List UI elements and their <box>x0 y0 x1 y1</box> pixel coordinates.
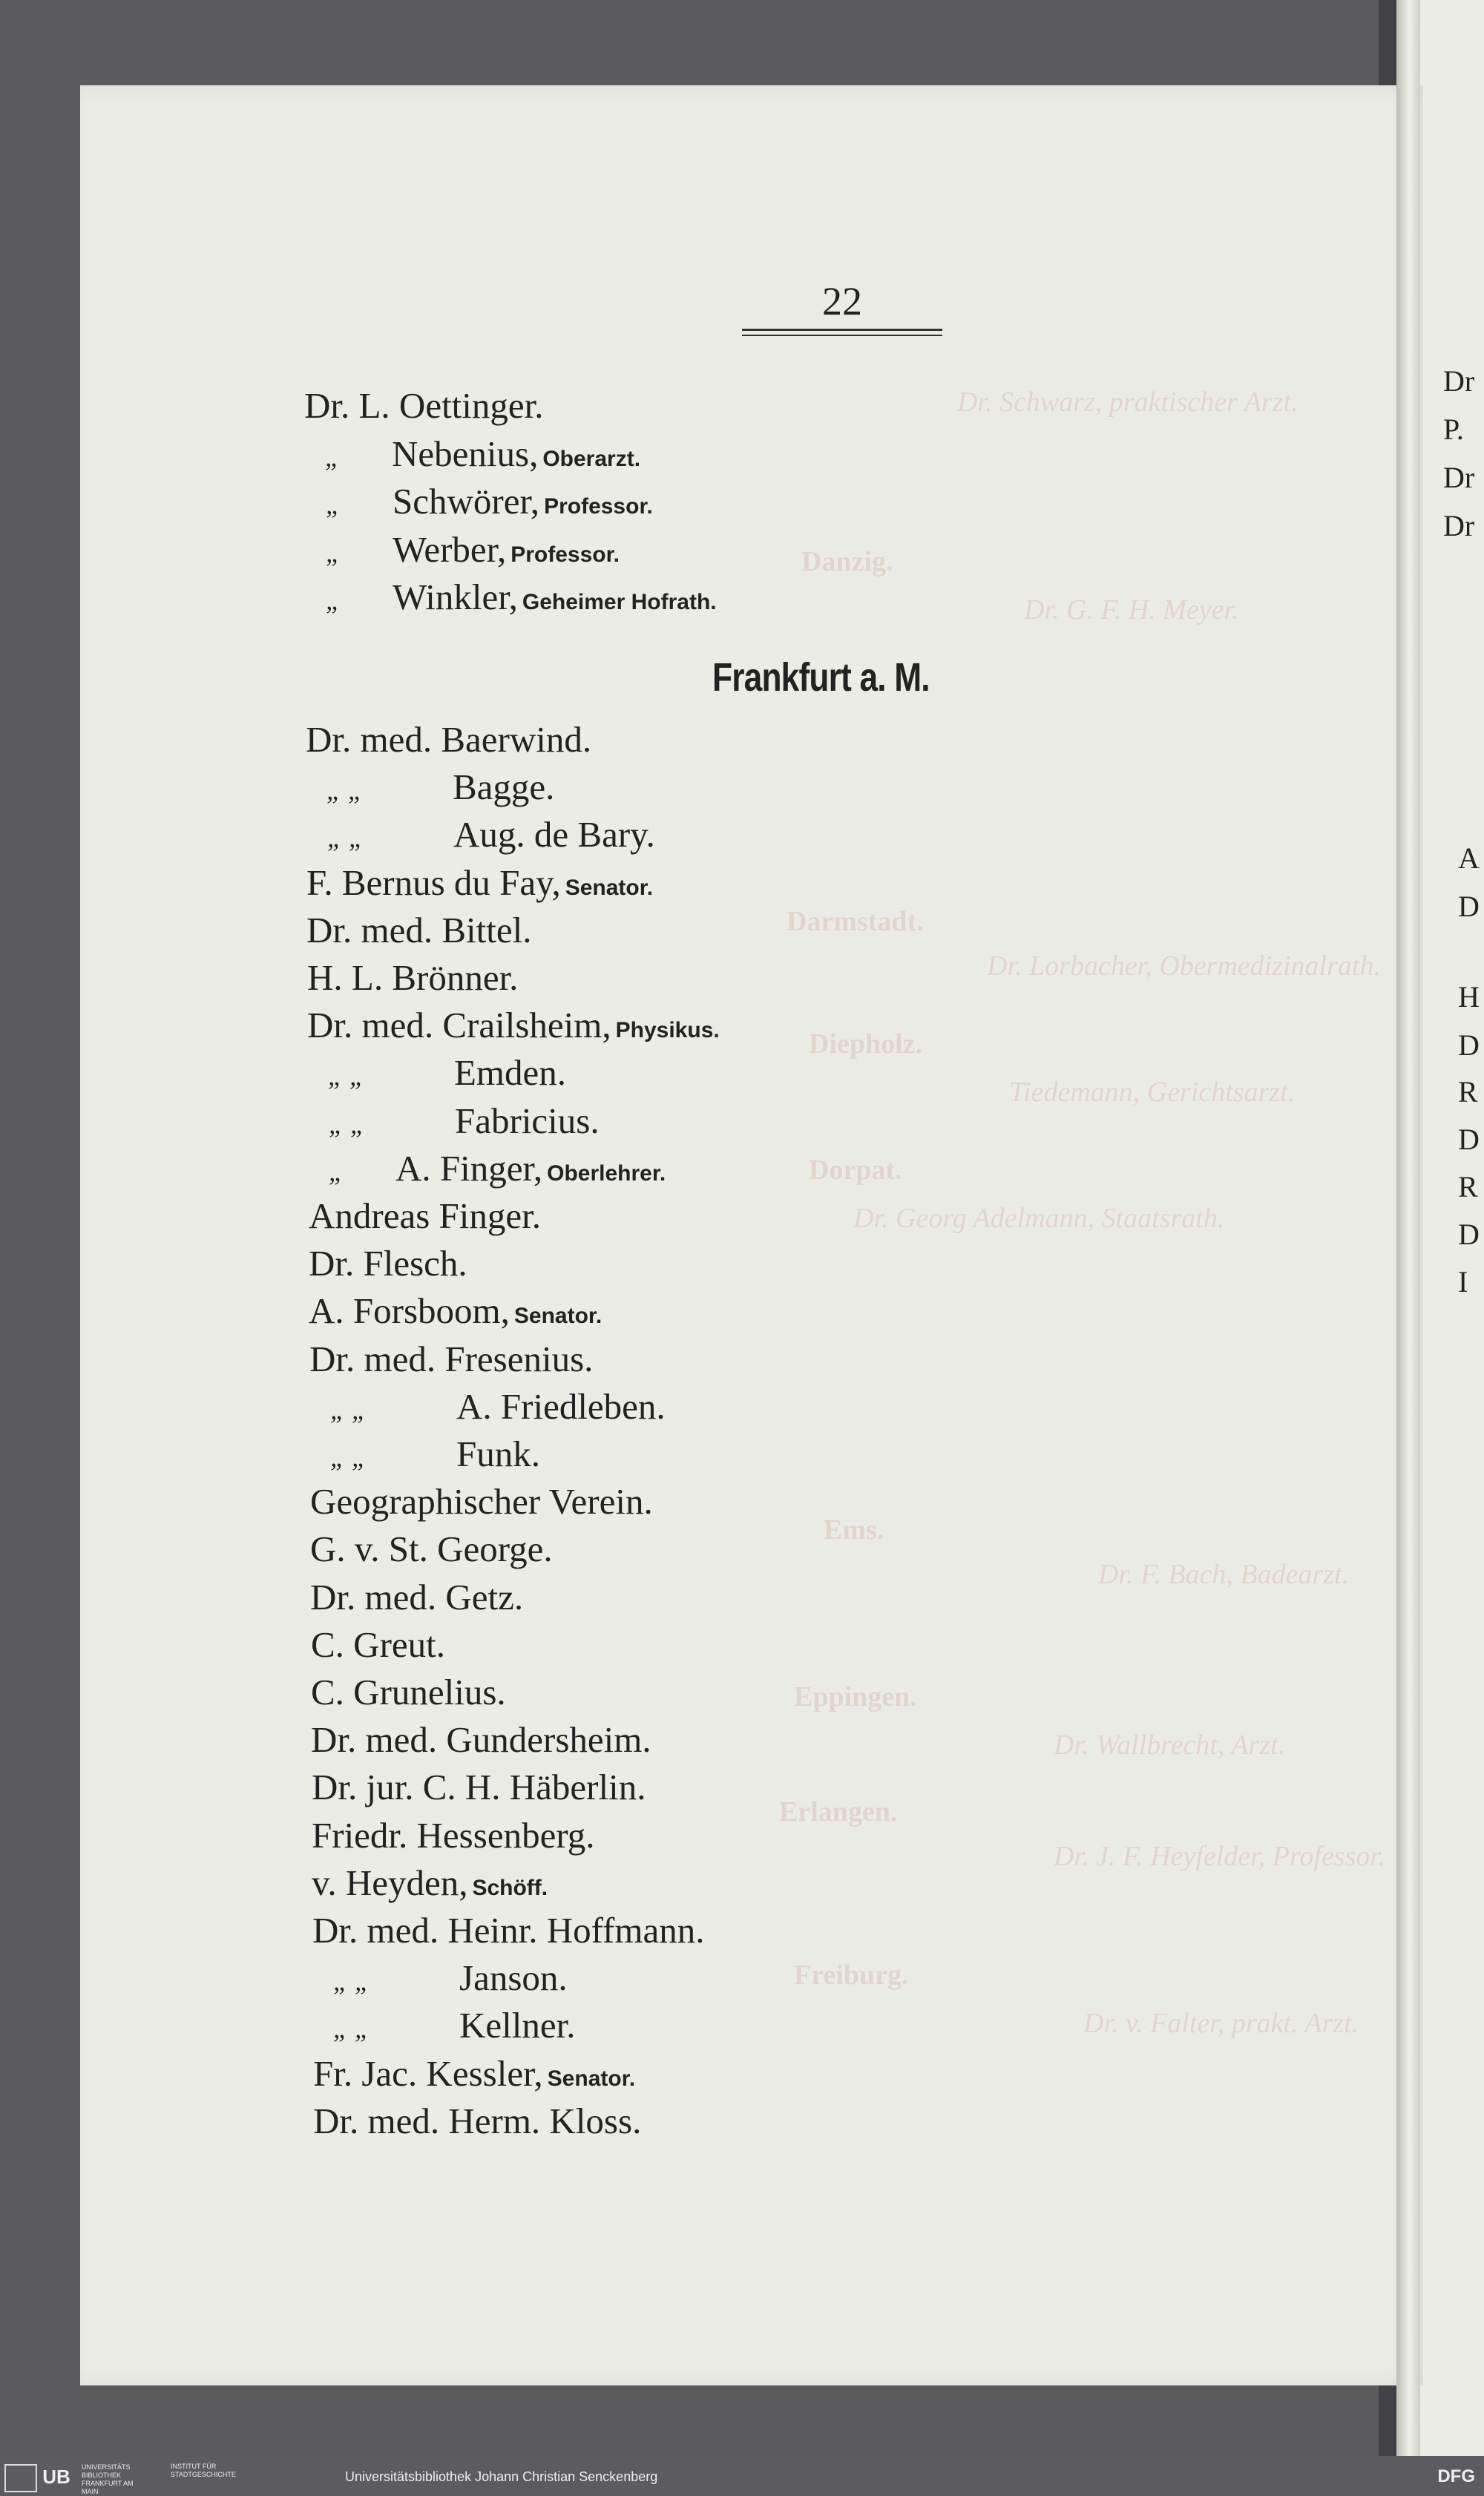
entry-title: Professor. <box>544 494 653 519</box>
facing-page-letter: H <box>1458 980 1480 1014</box>
entry-name: Dr. med. Bittel. <box>306 909 532 950</box>
list-item <box>311 1674 506 1710</box>
entry-title: Geheimer Hofrath. <box>522 590 717 614</box>
facing-page-letter: D <box>1458 890 1480 923</box>
list-item <box>333 2005 576 2046</box>
list-item <box>309 1338 594 1379</box>
page-number-rule <box>742 329 942 331</box>
list-item <box>309 1195 541 1236</box>
bleed-heading: Erlangen. <box>779 1796 898 1827</box>
entry-title: Senator. <box>513 1304 603 1329</box>
list-item <box>330 1433 541 1474</box>
page-number-rule-double <box>742 335 942 336</box>
list-item <box>311 1719 651 1761</box>
list-item <box>304 387 544 424</box>
ditto-mark: „ <box>326 537 341 568</box>
entry-title: Senator. <box>565 875 654 900</box>
list-item <box>307 959 518 996</box>
entry-name: Andreas Finger. <box>309 1195 541 1236</box>
list-item <box>313 2100 642 2141</box>
entry-name: A. Friedleben. <box>456 1385 666 1427</box>
ditto-mark: „ <box>329 1156 344 1186</box>
entry-name: Funk. <box>456 1433 541 1474</box>
entry-name: Dr. Flesch. <box>309 1243 467 1284</box>
entry-name: Friedr. Hessenberg. <box>312 1814 595 1856</box>
entry-name: Geographischer Verein. <box>310 1481 653 1523</box>
ub-logo-icon <box>4 2464 37 2492</box>
entry-name: v. Heyden, <box>312 1862 468 1903</box>
ditto-mark: „ <box>325 441 341 472</box>
entry-title: Oberlehrer. <box>547 1160 666 1186</box>
entry-title: Physikus. <box>615 1018 720 1043</box>
list-item <box>312 1910 705 1951</box>
bleed-heading: Diepholz. <box>809 1028 923 1060</box>
bleed-line: Dr. Georg Adelmann, Staatsrath. <box>853 1203 1225 1234</box>
entry-name: Nebenius, <box>392 433 539 474</box>
ditto-mark: „ „ <box>328 1061 365 1091</box>
scanned-page <box>80 85 1423 2385</box>
entry-name: Dr. med. Baerwind. <box>306 719 592 760</box>
entry-name: H. L. Brönner. <box>307 957 519 998</box>
list-item <box>325 433 641 474</box>
list-item <box>312 1814 595 1856</box>
entry-name: Werber, <box>393 528 507 570</box>
entry-title: Senator. <box>547 2066 636 2091</box>
ditto-mark: „ „ <box>329 1109 366 1139</box>
library-credit[interactable]: Universitätsbibliothek Johann Christian Senckenberg <box>345 2469 658 2484</box>
ub-logo[interactable]: UB <box>4 2464 70 2492</box>
ub-logo-text: UNIVERSITÄTS BIBLIOTHEK FRANKFURT AM MAIN <box>82 2463 134 2495</box>
ditto-mark: „ <box>326 490 341 519</box>
entry-name: C. Greut. <box>311 1623 445 1665</box>
bleed-line: Dr. Schwarz, praktischer Arzt. <box>957 387 1298 418</box>
list-item <box>328 1052 567 1094</box>
list-item <box>326 528 620 570</box>
entry-name: Fr. Jac. Kessler, <box>313 2052 543 2094</box>
ditto-mark: „ „ <box>330 1442 367 1472</box>
entry-name: Dr. med. Crailsheim, <box>307 1005 611 1046</box>
institut-logo[interactable]: INSTITUT FÜR STADTGESCHICHTE <box>171 2463 236 2478</box>
list-item <box>310 1481 653 1523</box>
entry-name: Dr. L. Oettinger. <box>304 385 544 426</box>
list-item <box>313 2052 636 2094</box>
entry-name: Kellner. <box>459 2005 576 2046</box>
entry-name: Janson. <box>459 1957 568 1999</box>
entry-name: Emden. <box>454 1052 567 1094</box>
viewer-footer <box>0 2456 1484 2496</box>
bleed-line: Dr. Lorbacher, Obermedizinalrath. <box>987 950 1381 982</box>
ditto-mark: „ „ <box>333 2014 370 2044</box>
entry-name: Aug. de Bary. <box>453 814 655 855</box>
entry-name: Dr. med. Fresenius. <box>309 1338 594 1379</box>
bleed-heading: Eppingen. <box>794 1681 917 1712</box>
bleed-heading: Darmstadt. <box>787 906 924 937</box>
facing-page-letter: R <box>1458 1075 1478 1109</box>
bleed-line: Dr. G. F. H. Meyer. <box>1024 594 1239 625</box>
ditto-mark: „ „ <box>326 775 364 806</box>
list-item <box>327 816 655 853</box>
ditto-mark: „ <box>326 585 341 615</box>
page-number: 22 <box>822 279 862 324</box>
bleed-line: Dr. F. Bach, Badearzt. <box>1098 1559 1350 1590</box>
list-item <box>311 1623 445 1665</box>
ditto-mark: „ „ <box>327 823 364 853</box>
entry-name: G. v. St. George. <box>310 1528 553 1570</box>
list-item <box>306 721 591 758</box>
bleed-line: Dr. Wallbrecht, Arzt. <box>1054 1730 1286 1761</box>
entry-name: Bagge. <box>453 766 555 808</box>
list-item <box>326 481 653 522</box>
entry-name: A. Forsboom, <box>309 1290 510 1332</box>
entry-title: Schöff. <box>472 1875 548 1900</box>
list-item <box>312 1767 646 1808</box>
bleed-heading: Dorpat. <box>809 1155 902 1186</box>
bleed-line: Dr. v. Falter, prakt. Arzt. <box>1083 2008 1359 2039</box>
entry-name: F. Bernus du Fay, <box>306 861 561 903</box>
entry-name: Schwörer, <box>393 481 540 522</box>
list-item <box>310 1576 524 1618</box>
list-item <box>329 1147 666 1189</box>
entry-name: Dr. med. Heinr. Hoffmann. <box>312 1910 705 1951</box>
list-item <box>326 766 555 808</box>
entry-name: Dr. med. Getz. <box>310 1576 524 1618</box>
list-item <box>309 1290 603 1332</box>
entry-title: Professor. <box>510 542 620 567</box>
entry-name: Fabricius. <box>455 1100 600 1141</box>
facing-page-letter: Dr <box>1443 509 1475 542</box>
facing-page-letter: D <box>1458 1218 1480 1251</box>
facing-page-letter: Dr <box>1443 461 1475 494</box>
entry-title: Oberarzt. <box>542 446 641 471</box>
entry-name: Dr. med. Herm. Kloss. <box>313 2100 642 2141</box>
list-item <box>310 1528 553 1570</box>
entry-name: Dr. med. Gundersheim. <box>311 1719 651 1761</box>
section-heading: Frankfurt a. M. <box>712 655 930 700</box>
list-item <box>312 1862 548 1903</box>
bleed-heading: Ems. <box>824 1514 884 1546</box>
facing-page-letter: I <box>1458 1265 1468 1298</box>
entry-name: Winkler, <box>393 577 518 617</box>
list-item <box>306 861 654 903</box>
list-item <box>309 1243 467 1284</box>
bleed-line: Tiedemann, Gerichtsarzt. <box>1009 1077 1296 1108</box>
list-item <box>329 1100 600 1141</box>
facing-page-letter: Dr <box>1443 364 1475 398</box>
list-item <box>333 1957 568 1999</box>
facing-page-letter: D <box>1458 1123 1480 1156</box>
facing-page-letter: A <box>1458 841 1480 875</box>
list-item <box>307 1005 720 1046</box>
bleed-heading: Danzig. <box>801 546 893 577</box>
entry-name: A. Finger, <box>395 1147 543 1189</box>
ditto-mark: „ „ <box>330 1394 367 1425</box>
entry-name: C. Grunelius. <box>311 1672 506 1712</box>
list-item <box>326 579 717 615</box>
ditto-mark: „ „ <box>333 1966 370 1997</box>
facing-page-edge <box>1417 0 1484 2463</box>
facing-page-letter: D <box>1458 1028 1480 1062</box>
bleed-heading: Freiburg. <box>794 1960 909 1991</box>
page-gutter <box>1396 0 1420 2456</box>
list-item <box>330 1385 666 1427</box>
list-item <box>306 909 532 950</box>
bleed-line: Dr. J. F. Heyfelder, Professor. <box>1054 1841 1385 1872</box>
facing-page-letter: R <box>1458 1170 1478 1203</box>
dfg-logo[interactable]: DFG <box>1437 2466 1475 2486</box>
facing-page-letter: P. <box>1443 413 1464 446</box>
entry-name: Dr. jur. C. H. Häberlin. <box>312 1767 646 1808</box>
